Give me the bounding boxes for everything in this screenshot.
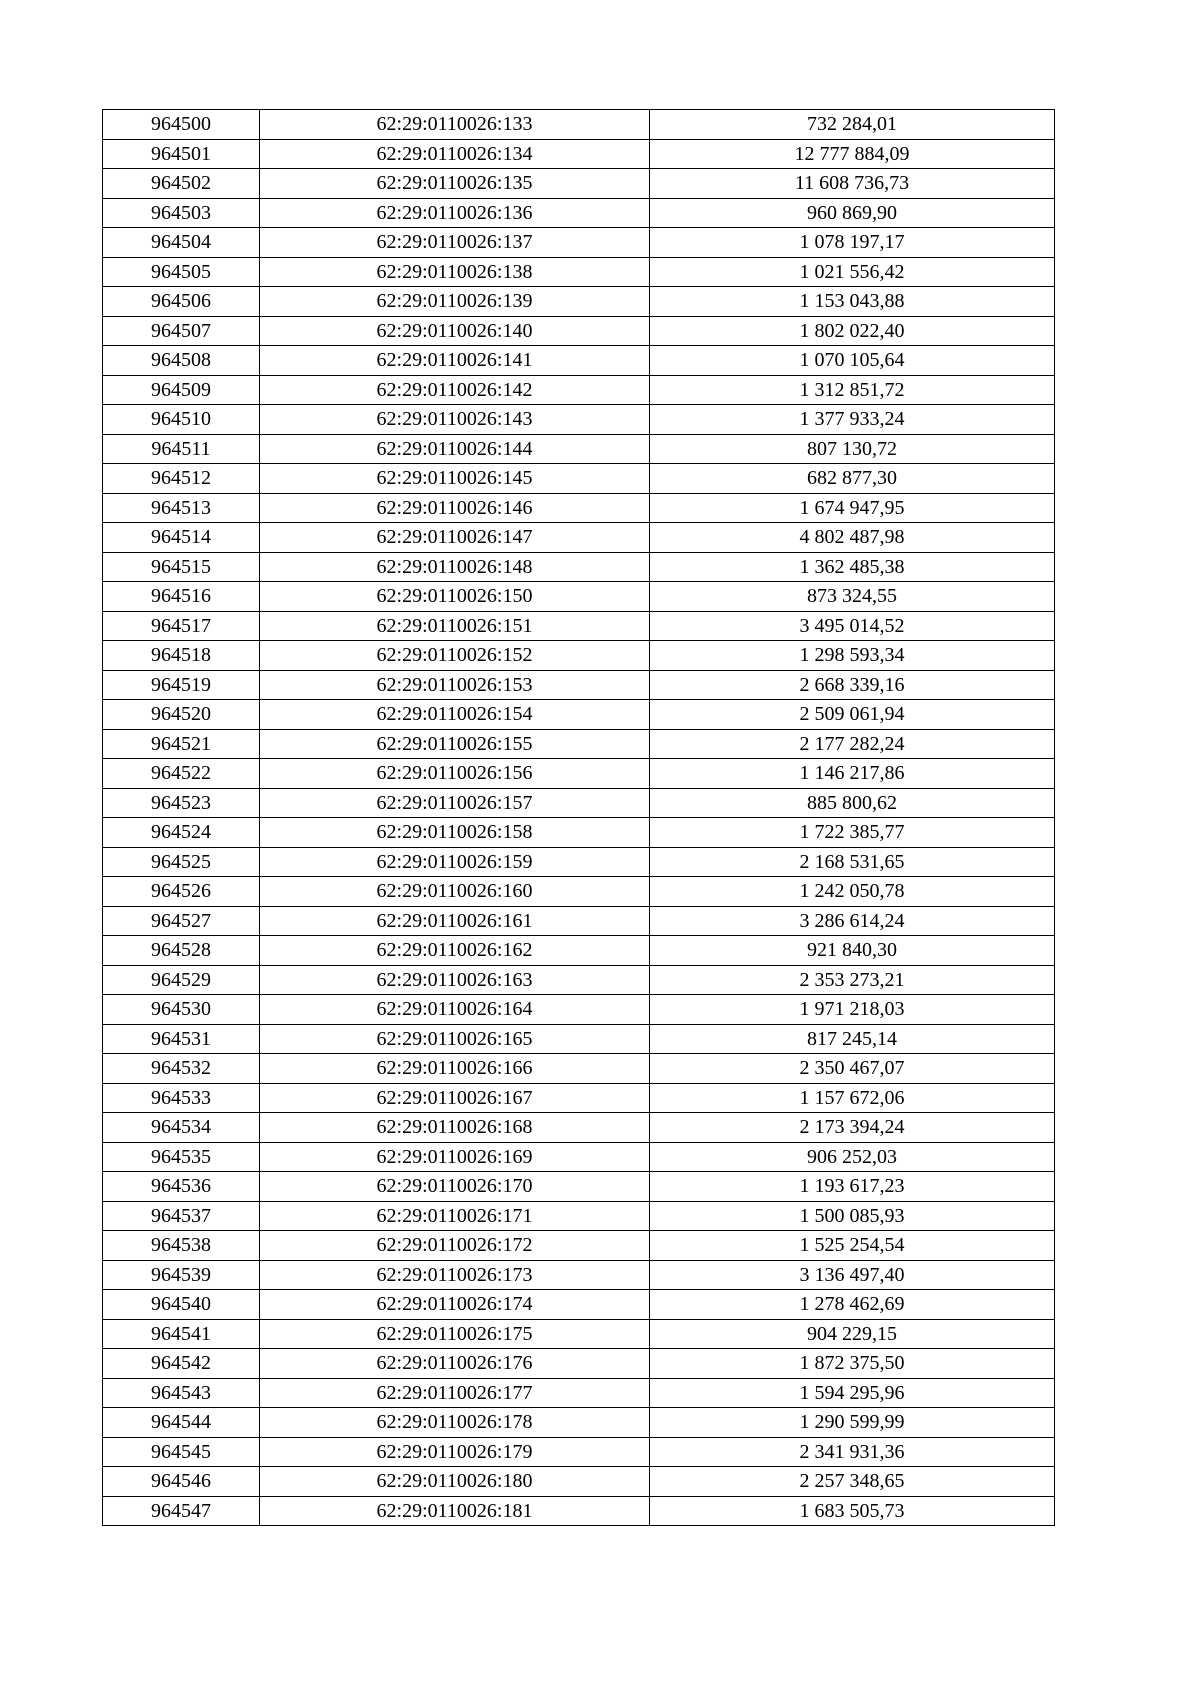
- table-row: [103, 169, 1055, 199]
- row-number-cell: 964532: [103, 1054, 260, 1084]
- row-number-cell: 964541: [103, 1319, 260, 1349]
- table-row: [103, 1467, 1055, 1497]
- cadastral-value-cell: 1 525 254,54: [650, 1231, 1055, 1261]
- cadastral-number-cell: 62:29:0110026:157: [260, 788, 650, 818]
- row-number-cell: 964500: [103, 110, 260, 140]
- cadastral-value-cell: 885 800,62: [650, 788, 1055, 818]
- cadastral-value-cell: 2 353 273,21: [650, 965, 1055, 995]
- row-number-cell: 964540: [103, 1290, 260, 1320]
- table-row: [103, 228, 1055, 258]
- cadastral-number-cell: 62:29:0110026:144: [260, 434, 650, 464]
- row-number-cell: 964529: [103, 965, 260, 995]
- cadastral-value-cell: 1 500 085,93: [650, 1201, 1055, 1231]
- row-number-cell: 964505: [103, 257, 260, 287]
- cadastral-number-cell: 62:29:0110026:147: [260, 523, 650, 553]
- cadastral-number-cell: 62:29:0110026:166: [260, 1054, 650, 1084]
- cadastral-number-cell: 62:29:0110026:153: [260, 670, 650, 700]
- table-row: [103, 1349, 1055, 1379]
- cadastral-number-cell: 62:29:0110026:139: [260, 287, 650, 317]
- row-number-cell: 964533: [103, 1083, 260, 1113]
- row-number-cell: 964502: [103, 169, 260, 199]
- cadastral-number-cell: 62:29:0110026:162: [260, 936, 650, 966]
- table-row: [103, 995, 1055, 1025]
- table-row: [103, 110, 1055, 140]
- table-row: [103, 582, 1055, 612]
- cadastral-number-cell: 62:29:0110026:152: [260, 641, 650, 671]
- cadastral-value-cell: 1 683 505,73: [650, 1496, 1055, 1526]
- row-number-cell: 964504: [103, 228, 260, 258]
- cadastral-number-cell: 62:29:0110026:179: [260, 1437, 650, 1467]
- table-row: [103, 641, 1055, 671]
- table-row: [103, 552, 1055, 582]
- cadastral-number-cell: 62:29:0110026:135: [260, 169, 650, 199]
- row-number-cell: 964527: [103, 906, 260, 936]
- cadastral-value-cell: 2 173 394,24: [650, 1113, 1055, 1143]
- cadastral-number-cell: 62:29:0110026:161: [260, 906, 650, 936]
- table-row: [103, 1496, 1055, 1526]
- table-row: [103, 611, 1055, 641]
- row-number-cell: 964524: [103, 818, 260, 848]
- cadastral-number-cell: 62:29:0110026:148: [260, 552, 650, 582]
- row-number-cell: 964516: [103, 582, 260, 612]
- row-number-cell: 964513: [103, 493, 260, 523]
- table-row: [103, 818, 1055, 848]
- row-number-cell: 964546: [103, 1467, 260, 1497]
- table-row: [103, 1142, 1055, 1172]
- cadastral-number-cell: 62:29:0110026:159: [260, 847, 650, 877]
- cadastral-value-cell: 1 674 947,95: [650, 493, 1055, 523]
- table-body: [103, 110, 1055, 1526]
- row-number-cell: 964526: [103, 877, 260, 907]
- table-row: [103, 493, 1055, 523]
- table-row: [103, 1260, 1055, 1290]
- row-number-cell: 964512: [103, 464, 260, 494]
- cadastral-number-cell: 62:29:0110026:175: [260, 1319, 650, 1349]
- cadastral-value-cell: 1 157 672,06: [650, 1083, 1055, 1113]
- cadastral-number-cell: 62:29:0110026:167: [260, 1083, 650, 1113]
- row-number-cell: 964515: [103, 552, 260, 582]
- cadastral-value-cell: 1 070 105,64: [650, 346, 1055, 376]
- table-row: [103, 1290, 1055, 1320]
- cadastral-value-cell: 1 078 197,17: [650, 228, 1055, 258]
- row-number-cell: 964539: [103, 1260, 260, 1290]
- row-number-cell: 964530: [103, 995, 260, 1025]
- cadastral-number-cell: 62:29:0110026:164: [260, 995, 650, 1025]
- cadastral-number-cell: 62:29:0110026:180: [260, 1467, 650, 1497]
- table-row: [103, 139, 1055, 169]
- cadastral-value-cell: 1 193 617,23: [650, 1172, 1055, 1202]
- cadastral-value-cell: 2 168 531,65: [650, 847, 1055, 877]
- cadastral-value-cell: 1 722 385,77: [650, 818, 1055, 848]
- row-number-cell: 964518: [103, 641, 260, 671]
- table-row: [103, 346, 1055, 376]
- cadastral-number-cell: 62:29:0110026:150: [260, 582, 650, 612]
- cadastral-value-cell: 2 341 931,36: [650, 1437, 1055, 1467]
- table-row: [103, 906, 1055, 936]
- table-row: [103, 877, 1055, 907]
- cadastral-value-cell: 1 278 462,69: [650, 1290, 1055, 1320]
- table-row: [103, 1172, 1055, 1202]
- table-row: [103, 759, 1055, 789]
- cadastral-value-cell: 682 877,30: [650, 464, 1055, 494]
- row-number-cell: 964521: [103, 729, 260, 759]
- cadastral-value-cell: 873 324,55: [650, 582, 1055, 612]
- cadastral-number-cell: 62:29:0110026:169: [260, 1142, 650, 1172]
- table-row: [103, 1113, 1055, 1143]
- cadastral-number-cell: 62:29:0110026:142: [260, 375, 650, 405]
- table-row: [103, 1054, 1055, 1084]
- cadastral-number-cell: 62:29:0110026:154: [260, 700, 650, 730]
- cadastral-number-cell: 62:29:0110026:137: [260, 228, 650, 258]
- table-row: [103, 1083, 1055, 1113]
- row-number-cell: 964522: [103, 759, 260, 789]
- cadastral-number-cell: 62:29:0110026:146: [260, 493, 650, 523]
- cadastral-value-cell: 1 146 217,86: [650, 759, 1055, 789]
- cadastral-number-cell: 62:29:0110026:156: [260, 759, 650, 789]
- row-number-cell: 964523: [103, 788, 260, 818]
- row-number-cell: 964525: [103, 847, 260, 877]
- row-number-cell: 964507: [103, 316, 260, 346]
- cadastral-value-cell: 1 153 043,88: [650, 287, 1055, 317]
- table-row: [103, 700, 1055, 730]
- row-number-cell: 964508: [103, 346, 260, 376]
- cadastral-value-cell: 921 840,30: [650, 936, 1055, 966]
- cadastral-value-cell: 1 377 933,24: [650, 405, 1055, 435]
- cadastral-value-cell: 11 608 736,73: [650, 169, 1055, 199]
- cadastral-number-cell: 62:29:0110026:177: [260, 1378, 650, 1408]
- row-number-cell: 964538: [103, 1231, 260, 1261]
- table-row: [103, 464, 1055, 494]
- row-number-cell: 964501: [103, 139, 260, 169]
- cadastral-value-cell: 1 362 485,38: [650, 552, 1055, 582]
- cadastral-number-cell: 62:29:0110026:133: [260, 110, 650, 140]
- table-row: [103, 287, 1055, 317]
- row-number-cell: 964537: [103, 1201, 260, 1231]
- cadastral-number-cell: 62:29:0110026:145: [260, 464, 650, 494]
- row-number-cell: 964503: [103, 198, 260, 228]
- cadastral-number-cell: 62:29:0110026:168: [260, 1113, 650, 1143]
- cadastral-value-cell: 1 242 050,78: [650, 877, 1055, 907]
- cadastral-value-cell: 1 290 599,99: [650, 1408, 1055, 1438]
- cadastral-number-cell: 62:29:0110026:174: [260, 1290, 650, 1320]
- cadastral-value-cell: 3 495 014,52: [650, 611, 1055, 641]
- row-number-cell: 964535: [103, 1142, 260, 1172]
- cadastral-value-cell: 1 021 556,42: [650, 257, 1055, 287]
- cadastral-number-cell: 62:29:0110026:178: [260, 1408, 650, 1438]
- table-row: [103, 1378, 1055, 1408]
- cadastral-value-cell: 4 802 487,98: [650, 523, 1055, 553]
- cadastral-number-cell: 62:29:0110026:171: [260, 1201, 650, 1231]
- table-row: [103, 1408, 1055, 1438]
- table-row: [103, 1024, 1055, 1054]
- cadastral-value-cell: 12 777 884,09: [650, 139, 1055, 169]
- cadastral-value-cell: 2 257 348,65: [650, 1467, 1055, 1497]
- cadastral-number-cell: 62:29:0110026:141: [260, 346, 650, 376]
- cadastral-value-cell: 2 350 467,07: [650, 1054, 1055, 1084]
- table-row: [103, 434, 1055, 464]
- cadastral-number-cell: 62:29:0110026:176: [260, 1349, 650, 1379]
- table-row: [103, 1319, 1055, 1349]
- row-number-cell: 964536: [103, 1172, 260, 1202]
- cadastral-number-cell: 62:29:0110026:163: [260, 965, 650, 995]
- cadastral-value-cell: 906 252,03: [650, 1142, 1055, 1172]
- cadastral-number-cell: 62:29:0110026:143: [260, 405, 650, 435]
- table-row: [103, 257, 1055, 287]
- table-row: [103, 1437, 1055, 1467]
- row-number-cell: 964519: [103, 670, 260, 700]
- cadastral-value-table: [102, 109, 1055, 1526]
- row-number-cell: 964542: [103, 1349, 260, 1379]
- cadastral-value-cell: 1 594 295,96: [650, 1378, 1055, 1408]
- table-row: [103, 198, 1055, 228]
- cadastral-value-cell: 2 177 282,24: [650, 729, 1055, 759]
- row-number-cell: 964509: [103, 375, 260, 405]
- cadastral-number-cell: 62:29:0110026:151: [260, 611, 650, 641]
- cadastral-number-cell: 62:29:0110026:158: [260, 818, 650, 848]
- cadastral-number-cell: 62:29:0110026:172: [260, 1231, 650, 1261]
- cadastral-value-cell: 2 668 339,16: [650, 670, 1055, 700]
- cadastral-number-cell: 62:29:0110026:165: [260, 1024, 650, 1054]
- cadastral-number-cell: 62:29:0110026:140: [260, 316, 650, 346]
- cadastral-value-cell: 732 284,01: [650, 110, 1055, 140]
- row-number-cell: 964517: [103, 611, 260, 641]
- table-row: [103, 788, 1055, 818]
- cadastral-value-cell: 1 298 593,34: [650, 641, 1055, 671]
- cadastral-number-cell: 62:29:0110026:138: [260, 257, 650, 287]
- row-number-cell: 964528: [103, 936, 260, 966]
- cadastral-number-cell: 62:29:0110026:134: [260, 139, 650, 169]
- cadastral-value-cell: 1 971 218,03: [650, 995, 1055, 1025]
- cadastral-number-cell: 62:29:0110026:170: [260, 1172, 650, 1202]
- cadastral-value-cell: 1 872 375,50: [650, 1349, 1055, 1379]
- row-number-cell: 964520: [103, 700, 260, 730]
- row-number-cell: 964514: [103, 523, 260, 553]
- table-row: [103, 405, 1055, 435]
- table-row: [103, 1231, 1055, 1261]
- cadastral-value-cell: 817 245,14: [650, 1024, 1055, 1054]
- table-row: [103, 936, 1055, 966]
- row-number-cell: 964534: [103, 1113, 260, 1143]
- table-row: [103, 316, 1055, 346]
- cadastral-value-cell: 807 130,72: [650, 434, 1055, 464]
- cadastral-value-cell: 904 229,15: [650, 1319, 1055, 1349]
- cadastral-value-cell: 3 136 497,40: [650, 1260, 1055, 1290]
- cadastral-value-cell: 2 509 061,94: [650, 700, 1055, 730]
- row-number-cell: 964510: [103, 405, 260, 435]
- row-number-cell: 964545: [103, 1437, 260, 1467]
- row-number-cell: 964547: [103, 1496, 260, 1526]
- table-row: [103, 847, 1055, 877]
- table-row: [103, 523, 1055, 553]
- table-row: [103, 965, 1055, 995]
- cadastral-value-cell: 3 286 614,24: [650, 906, 1055, 936]
- cadastral-value-cell: 1 312 851,72: [650, 375, 1055, 405]
- row-number-cell: 964543: [103, 1378, 260, 1408]
- cadastral-number-cell: 62:29:0110026:136: [260, 198, 650, 228]
- cadastral-number-cell: 62:29:0110026:155: [260, 729, 650, 759]
- cadastral-value-cell: 1 802 022,40: [650, 316, 1055, 346]
- row-number-cell: 964544: [103, 1408, 260, 1438]
- row-number-cell: 964511: [103, 434, 260, 464]
- table-row: [103, 375, 1055, 405]
- table-row: [103, 1201, 1055, 1231]
- cadastral-number-cell: 62:29:0110026:181: [260, 1496, 650, 1526]
- row-number-cell: 964531: [103, 1024, 260, 1054]
- table-row: [103, 670, 1055, 700]
- table-row: [103, 729, 1055, 759]
- cadastral-value-cell: 960 869,90: [650, 198, 1055, 228]
- cadastral-number-cell: 62:29:0110026:160: [260, 877, 650, 907]
- cadastral-number-cell: 62:29:0110026:173: [260, 1260, 650, 1290]
- row-number-cell: 964506: [103, 287, 260, 317]
